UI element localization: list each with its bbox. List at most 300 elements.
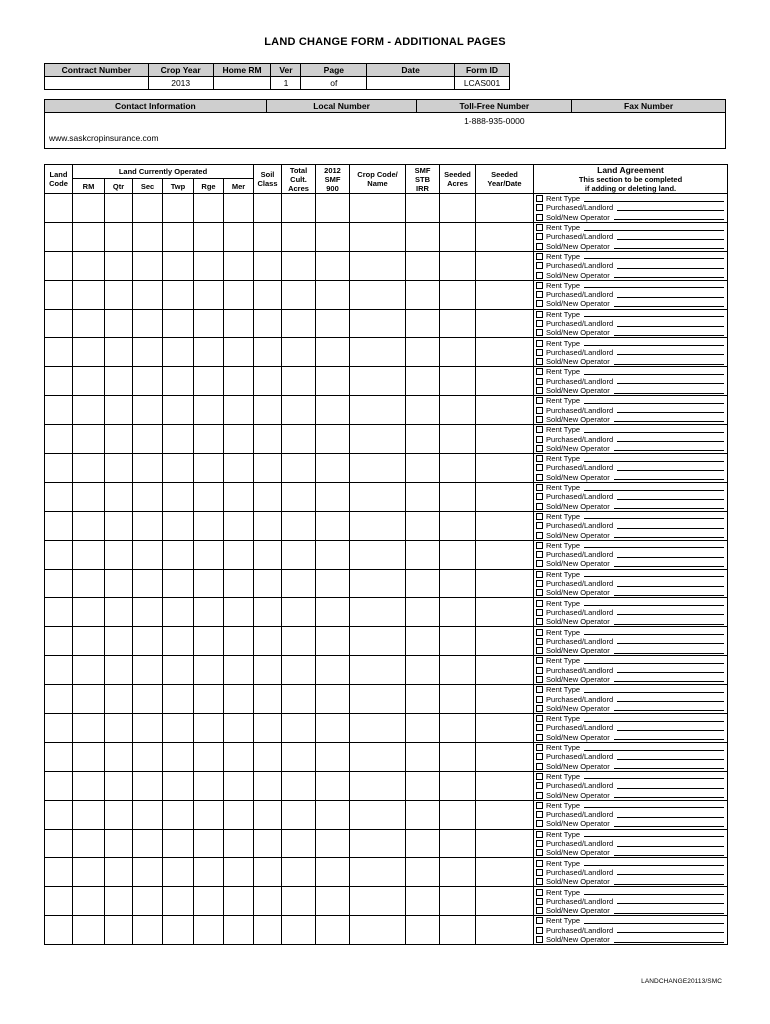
total-cult-acres-field[interactable] [282, 887, 316, 916]
agreement-checkbox[interactable] [536, 436, 543, 443]
agreement-checkbox[interactable] [536, 589, 543, 596]
smf-stb-irr-field[interactable] [406, 540, 440, 569]
qtr-field[interactable] [105, 454, 133, 483]
agreement-entry-line[interactable] [614, 763, 724, 769]
seeded-date-field[interactable] [476, 454, 534, 483]
agreement-entry-line[interactable] [614, 937, 724, 943]
crop-code-field[interactable] [350, 685, 406, 714]
twp-field[interactable] [163, 511, 194, 540]
rm-field[interactable] [73, 858, 105, 887]
agreement-checkbox[interactable] [536, 763, 543, 770]
rge-field[interactable] [194, 916, 224, 945]
agreement-checkbox[interactable] [536, 243, 543, 250]
soil-class-field[interactable] [254, 742, 282, 771]
agreement-checkbox[interactable] [536, 686, 543, 693]
land-code-field[interactable] [45, 829, 73, 858]
land-code-field[interactable] [45, 771, 73, 800]
smf-2012-field[interactable] [316, 280, 350, 309]
twp-field[interactable] [163, 771, 194, 800]
rge-field[interactable] [194, 280, 224, 309]
total-cult-acres-field[interactable] [282, 685, 316, 714]
contract-number-field[interactable] [45, 77, 149, 90]
sec-field[interactable] [133, 569, 163, 598]
mer-field[interactable] [224, 309, 254, 338]
seeded-acres-field[interactable] [440, 771, 476, 800]
smf-stb-irr-field[interactable] [406, 367, 440, 396]
mer-field[interactable] [224, 511, 254, 540]
sec-field[interactable] [133, 454, 163, 483]
seeded-date-field[interactable] [476, 829, 534, 858]
total-cult-acres-field[interactable] [282, 482, 316, 511]
twp-field[interactable] [163, 742, 194, 771]
agreement-checkbox[interactable] [536, 571, 543, 578]
agreement-checkbox[interactable] [536, 889, 543, 896]
rge-field[interactable] [194, 511, 224, 540]
twp-field[interactable] [163, 309, 194, 338]
qtr-field[interactable] [105, 511, 133, 540]
agreement-checkbox[interactable] [536, 638, 543, 645]
agreement-entry-line[interactable] [584, 629, 724, 635]
agreement-checkbox[interactable] [536, 869, 543, 876]
rm-field[interactable] [73, 598, 105, 627]
agreement-entry-line[interactable] [584, 485, 724, 491]
twp-field[interactable] [163, 251, 194, 280]
agreement-checkbox[interactable] [536, 329, 543, 336]
qtr-field[interactable] [105, 916, 133, 945]
qtr-field[interactable] [105, 280, 133, 309]
seeded-acres-field[interactable] [440, 338, 476, 367]
rm-field[interactable] [73, 222, 105, 251]
agreement-checkbox[interactable] [536, 445, 543, 452]
agreement-checkbox[interactable] [536, 936, 543, 943]
soil-class-field[interactable] [254, 309, 282, 338]
soil-class-field[interactable] [254, 685, 282, 714]
crop-code-field[interactable] [350, 656, 406, 685]
agreement-checkbox[interactable] [536, 898, 543, 905]
rm-field[interactable] [73, 685, 105, 714]
agreement-checkbox[interactable] [536, 878, 543, 885]
mer-field[interactable] [224, 742, 254, 771]
qtr-field[interactable] [105, 540, 133, 569]
smf-stb-irr-field[interactable] [406, 280, 440, 309]
land-code-field[interactable] [45, 280, 73, 309]
fax-number-field[interactable] [572, 113, 726, 129]
mer-field[interactable] [224, 569, 254, 598]
agreement-checkbox[interactable] [536, 860, 543, 867]
agreement-entry-line[interactable] [617, 609, 724, 615]
agreement-entry-line[interactable] [584, 918, 724, 924]
agreement-entry-line[interactable] [617, 552, 724, 558]
agreement-entry-line[interactable] [614, 648, 724, 654]
agreement-entry-line[interactable] [584, 571, 724, 577]
agreement-entry-line[interactable] [617, 783, 724, 789]
total-cult-acres-field[interactable] [282, 916, 316, 945]
seeded-date-field[interactable] [476, 656, 534, 685]
qtr-field[interactable] [105, 714, 133, 743]
agreement-entry-line[interactable] [614, 590, 724, 596]
land-code-field[interactable] [45, 685, 73, 714]
agreement-entry-line[interactable] [614, 359, 724, 365]
total-cult-acres-field[interactable] [282, 800, 316, 829]
crop-code-field[interactable] [350, 714, 406, 743]
smf-2012-field[interactable] [316, 858, 350, 887]
land-code-field[interactable] [45, 540, 73, 569]
smf-stb-irr-field[interactable] [406, 829, 440, 858]
rm-field[interactable] [73, 742, 105, 771]
rm-field[interactable] [73, 454, 105, 483]
soil-class-field[interactable] [254, 916, 282, 945]
total-cult-acres-field[interactable] [282, 338, 316, 367]
agreement-checkbox[interactable] [536, 744, 543, 751]
qtr-field[interactable] [105, 194, 133, 223]
smf-stb-irr-field[interactable] [406, 800, 440, 829]
smf-2012-field[interactable] [316, 540, 350, 569]
home-rm-field[interactable] [213, 77, 271, 90]
seeded-date-field[interactable] [476, 742, 534, 771]
agreement-checkbox[interactable] [536, 647, 543, 654]
rm-field[interactable] [73, 367, 105, 396]
smf-2012-field[interactable] [316, 194, 350, 223]
crop-code-field[interactable] [350, 800, 406, 829]
smf-2012-field[interactable] [316, 685, 350, 714]
contact-info-field[interactable] [45, 113, 267, 129]
agreement-checkbox[interactable] [536, 368, 543, 375]
land-code-field[interactable] [45, 887, 73, 916]
agreement-entry-line[interactable] [584, 889, 724, 895]
agreement-entry-line[interactable] [617, 754, 724, 760]
agreement-entry-line[interactable] [617, 465, 724, 471]
rm-field[interactable] [73, 656, 105, 685]
agreement-checkbox[interactable] [536, 311, 543, 318]
total-cult-acres-field[interactable] [282, 829, 316, 858]
agreement-checkbox[interactable] [536, 820, 543, 827]
agreement-entry-line[interactable] [617, 667, 724, 673]
mer-field[interactable] [224, 598, 254, 627]
agreement-entry-line[interactable] [617, 205, 724, 211]
rge-field[interactable] [194, 454, 224, 483]
smf-stb-irr-field[interactable] [406, 858, 440, 887]
soil-class-field[interactable] [254, 656, 282, 685]
smf-stb-irr-field[interactable] [406, 569, 440, 598]
seeded-acres-field[interactable] [440, 396, 476, 425]
mer-field[interactable] [224, 396, 254, 425]
date-field[interactable] [367, 77, 455, 90]
seeded-acres-field[interactable] [440, 194, 476, 223]
twp-field[interactable] [163, 858, 194, 887]
twp-field[interactable] [163, 887, 194, 916]
agreement-entry-line[interactable] [584, 831, 724, 837]
sec-field[interactable] [133, 858, 163, 887]
sec-field[interactable] [133, 482, 163, 511]
crop-code-field[interactable] [350, 598, 406, 627]
crop-code-field[interactable] [350, 222, 406, 251]
seeded-date-field[interactable] [476, 194, 534, 223]
seeded-date-field[interactable] [476, 887, 534, 916]
crop-code-field[interactable] [350, 511, 406, 540]
crop-code-field[interactable] [350, 194, 406, 223]
soil-class-field[interactable] [254, 540, 282, 569]
soil-class-field[interactable] [254, 454, 282, 483]
qtr-field[interactable] [105, 222, 133, 251]
seeded-date-field[interactable] [476, 425, 534, 454]
land-code-field[interactable] [45, 569, 73, 598]
seeded-acres-field[interactable] [440, 829, 476, 858]
agreement-entry-line[interactable] [617, 638, 724, 644]
smf-stb-irr-field[interactable] [406, 338, 440, 367]
land-code-field[interactable] [45, 742, 73, 771]
agreement-checkbox[interactable] [536, 551, 543, 558]
sec-field[interactable] [133, 916, 163, 945]
agreement-checkbox[interactable] [536, 300, 543, 307]
agreement-entry-line[interactable] [617, 725, 724, 731]
agreement-entry-line[interactable] [614, 503, 724, 509]
twp-field[interactable] [163, 540, 194, 569]
soil-class-field[interactable] [254, 511, 282, 540]
soil-class-field[interactable] [254, 367, 282, 396]
qtr-field[interactable] [105, 858, 133, 887]
agreement-entry-line[interactable] [584, 513, 724, 519]
total-cult-acres-field[interactable] [282, 425, 316, 454]
seeded-date-field[interactable] [476, 771, 534, 800]
total-cult-acres-field[interactable] [282, 280, 316, 309]
smf-2012-field[interactable] [316, 714, 350, 743]
smf-stb-irr-field[interactable] [406, 916, 440, 945]
land-code-field[interactable] [45, 338, 73, 367]
rge-field[interactable] [194, 396, 224, 425]
agreement-entry-line[interactable] [614, 879, 724, 885]
sec-field[interactable] [133, 251, 163, 280]
rge-field[interactable] [194, 858, 224, 887]
page-field[interactable]: of [301, 77, 367, 90]
agreement-entry-line[interactable] [617, 234, 724, 240]
agreement-entry-line[interactable] [584, 600, 724, 606]
agreement-checkbox[interactable] [536, 927, 543, 934]
soil-class-field[interactable] [254, 858, 282, 887]
agreement-checkbox[interactable] [536, 696, 543, 703]
land-code-field[interactable] [45, 482, 73, 511]
seeded-date-field[interactable] [476, 280, 534, 309]
seeded-acres-field[interactable] [440, 916, 476, 945]
agreement-entry-line[interactable] [614, 214, 724, 220]
seeded-acres-field[interactable] [440, 540, 476, 569]
smf-2012-field[interactable] [316, 656, 350, 685]
mer-field[interactable] [224, 454, 254, 483]
land-code-field[interactable] [45, 396, 73, 425]
agreement-entry-line[interactable] [584, 225, 724, 231]
sec-field[interactable] [133, 742, 163, 771]
rm-field[interactable] [73, 627, 105, 656]
qtr-field[interactable] [105, 425, 133, 454]
smf-2012-field[interactable] [316, 367, 350, 396]
seeded-acres-field[interactable] [440, 627, 476, 656]
agreement-checkbox[interactable] [536, 455, 543, 462]
twp-field[interactable] [163, 569, 194, 598]
soil-class-field[interactable] [254, 887, 282, 916]
agreement-checkbox[interactable] [536, 522, 543, 529]
agreement-checkbox[interactable] [536, 715, 543, 722]
seeded-acres-field[interactable] [440, 685, 476, 714]
total-cult-acres-field[interactable] [282, 714, 316, 743]
smf-2012-field[interactable] [316, 482, 350, 511]
rm-field[interactable] [73, 511, 105, 540]
smf-stb-irr-field[interactable] [406, 685, 440, 714]
rge-field[interactable] [194, 367, 224, 396]
land-code-field[interactable] [45, 800, 73, 829]
agreement-entry-line[interactable] [617, 436, 724, 442]
agreement-entry-line[interactable] [617, 869, 724, 875]
qtr-field[interactable] [105, 396, 133, 425]
agreement-entry-line[interactable] [614, 445, 724, 451]
agreement-checkbox[interactable] [536, 484, 543, 491]
agreement-checkbox[interactable] [536, 734, 543, 741]
total-cult-acres-field[interactable] [282, 742, 316, 771]
qtr-field[interactable] [105, 771, 133, 800]
smf-2012-field[interactable] [316, 627, 350, 656]
rm-field[interactable] [73, 800, 105, 829]
seeded-date-field[interactable] [476, 482, 534, 511]
smf-stb-irr-field[interactable] [406, 742, 440, 771]
agreement-entry-line[interactable] [584, 716, 724, 722]
agreement-checkbox[interactable] [536, 657, 543, 664]
agreement-checkbox[interactable] [536, 474, 543, 481]
agreement-entry-line[interactable] [614, 734, 724, 740]
smf-stb-irr-field[interactable] [406, 194, 440, 223]
crop-code-field[interactable] [350, 251, 406, 280]
total-cult-acres-field[interactable] [282, 454, 316, 483]
mer-field[interactable] [224, 714, 254, 743]
seeded-acres-field[interactable] [440, 887, 476, 916]
twp-field[interactable] [163, 280, 194, 309]
agreement-entry-line[interactable] [584, 456, 724, 462]
mer-field[interactable] [224, 887, 254, 916]
agreement-entry-line[interactable] [617, 696, 724, 702]
agreement-entry-line[interactable] [584, 253, 724, 259]
soil-class-field[interactable] [254, 598, 282, 627]
seeded-date-field[interactable] [476, 800, 534, 829]
smf-stb-irr-field[interactable] [406, 251, 440, 280]
rge-field[interactable] [194, 742, 224, 771]
twp-field[interactable] [163, 367, 194, 396]
mer-field[interactable] [224, 858, 254, 887]
agreement-entry-line[interactable] [617, 349, 724, 355]
twp-field[interactable] [163, 656, 194, 685]
smf-stb-irr-field[interactable] [406, 598, 440, 627]
agreement-entry-line[interactable] [614, 272, 724, 278]
seeded-acres-field[interactable] [440, 656, 476, 685]
smf-stb-irr-field[interactable] [406, 425, 440, 454]
agreement-entry-line[interactable] [617, 292, 724, 298]
qtr-field[interactable] [105, 251, 133, 280]
agreement-entry-line[interactable] [614, 416, 724, 422]
rge-field[interactable] [194, 569, 224, 598]
local-number-field[interactable] [266, 113, 417, 129]
crop-code-field[interactable] [350, 280, 406, 309]
seeded-acres-field[interactable] [440, 309, 476, 338]
land-code-field[interactable] [45, 367, 73, 396]
total-cult-acres-field[interactable] [282, 598, 316, 627]
sec-field[interactable] [133, 598, 163, 627]
land-code-field[interactable] [45, 425, 73, 454]
sec-field[interactable] [133, 280, 163, 309]
seeded-date-field[interactable] [476, 598, 534, 627]
crop-code-field[interactable] [350, 858, 406, 887]
smf-2012-field[interactable] [316, 916, 350, 945]
agreement-checkbox[interactable] [536, 773, 543, 780]
sec-field[interactable] [133, 714, 163, 743]
rge-field[interactable] [194, 482, 224, 511]
agreement-entry-line[interactable] [617, 812, 724, 818]
agreement-checkbox[interactable] [536, 802, 543, 809]
smf-2012-field[interactable] [316, 454, 350, 483]
agreement-entry-line[interactable] [614, 243, 724, 249]
qtr-field[interactable] [105, 482, 133, 511]
crop-code-field[interactable] [350, 482, 406, 511]
qtr-field[interactable] [105, 367, 133, 396]
agreement-checkbox[interactable] [536, 214, 543, 221]
qtr-field[interactable] [105, 800, 133, 829]
agreement-checkbox[interactable] [536, 618, 543, 625]
mer-field[interactable] [224, 367, 254, 396]
total-cult-acres-field[interactable] [282, 627, 316, 656]
seeded-acres-field[interactable] [440, 858, 476, 887]
agreement-entry-line[interactable] [584, 773, 724, 779]
crop-code-field[interactable] [350, 771, 406, 800]
twp-field[interactable] [163, 627, 194, 656]
agreement-checkbox[interactable] [536, 600, 543, 607]
rge-field[interactable] [194, 800, 224, 829]
agreement-entry-line[interactable] [584, 369, 724, 375]
twp-field[interactable] [163, 829, 194, 858]
mer-field[interactable] [224, 338, 254, 367]
smf-2012-field[interactable] [316, 511, 350, 540]
seeded-acres-field[interactable] [440, 251, 476, 280]
rge-field[interactable] [194, 194, 224, 223]
seeded-date-field[interactable] [476, 309, 534, 338]
rge-field[interactable] [194, 540, 224, 569]
agreement-checkbox[interactable] [536, 609, 543, 616]
rm-field[interactable] [73, 309, 105, 338]
agreement-checkbox[interactable] [536, 917, 543, 924]
agreement-checkbox[interactable] [536, 849, 543, 856]
rge-field[interactable] [194, 829, 224, 858]
crop-code-field[interactable] [350, 396, 406, 425]
qtr-field[interactable] [105, 887, 133, 916]
agreement-entry-line[interactable] [584, 542, 724, 548]
agreement-entry-line[interactable] [614, 705, 724, 711]
smf-stb-irr-field[interactable] [406, 454, 440, 483]
mer-field[interactable] [224, 829, 254, 858]
agreement-entry-line[interactable] [617, 841, 724, 847]
rm-field[interactable] [73, 280, 105, 309]
mer-field[interactable] [224, 800, 254, 829]
land-code-field[interactable] [45, 656, 73, 685]
total-cult-acres-field[interactable] [282, 656, 316, 685]
crop-code-field[interactable] [350, 742, 406, 771]
agreement-entry-line[interactable] [584, 196, 724, 202]
agreement-checkbox[interactable] [536, 378, 543, 385]
agreement-checkbox[interactable] [536, 464, 543, 471]
twp-field[interactable] [163, 598, 194, 627]
crop-code-field[interactable] [350, 367, 406, 396]
twp-field[interactable] [163, 916, 194, 945]
total-cult-acres-field[interactable] [282, 511, 316, 540]
agreement-checkbox[interactable] [536, 282, 543, 289]
agreement-entry-line[interactable] [614, 561, 724, 567]
mer-field[interactable] [224, 540, 254, 569]
land-code-field[interactable] [45, 627, 73, 656]
seeded-acres-field[interactable] [440, 482, 476, 511]
smf-stb-irr-field[interactable] [406, 511, 440, 540]
